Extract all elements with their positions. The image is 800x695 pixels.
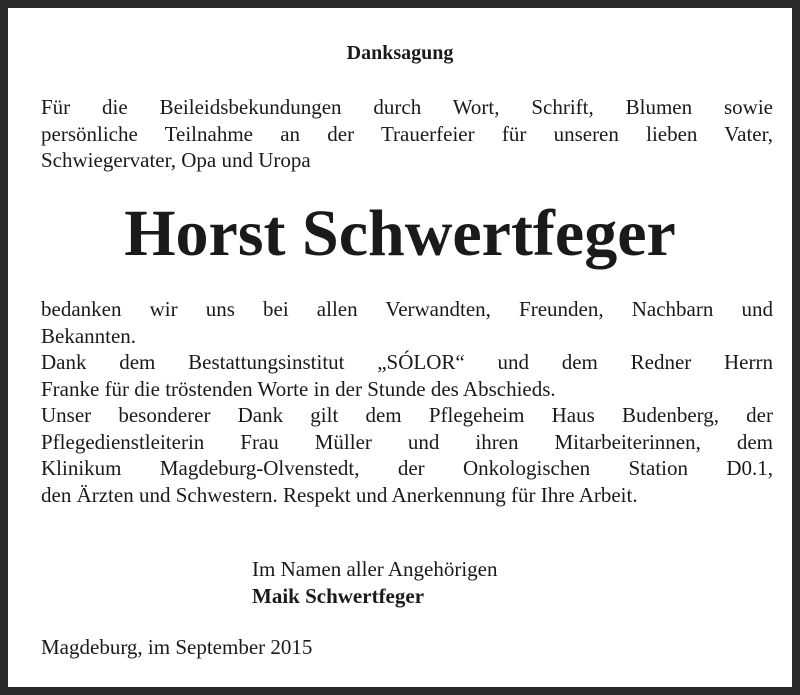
signer-name: Maik Schwertfeger <box>252 584 425 608</box>
notice-heading: Danksagung <box>346 42 454 64</box>
body-line: Pflegedienstleiterin Frau Müller und ihren Mitarbeiterinnen, dem <box>41 429 773 454</box>
intro-line: persönliche Teilnahme an der Trauerfeier für unseren lieben Vater, <box>41 121 773 146</box>
body-line: Franke für die tröstenden Worte in der Stunde des Abschieds. <box>41 376 556 401</box>
intro-line: Für die Beileidsbekundungen durch Wort, Schrift, Blumen sowie <box>41 95 773 119</box>
signature-block <box>252 556 498 610</box>
body-line: Bekannten. <box>41 323 137 348</box>
body-line: Klinikum Magdeburg-Olvenstedt, der Onkologischen Station D0.1, <box>41 456 773 480</box>
body-line: den Ärzten und Schwestern. Respekt und Anerkennung für Ihre Arbeit. <box>41 482 638 507</box>
body-line: bedanken wir uns bei allen Verwandten, Freunden, Nachbarn und <box>41 297 773 321</box>
intro-paragraph <box>41 94 773 174</box>
body-paragraph <box>41 296 773 508</box>
deceased-name: Horst Schwertfeger <box>124 197 676 270</box>
place-date: Magdeburg, im September 2015 <box>41 635 313 659</box>
signature-intro: Im Namen aller Angehörigen <box>252 557 498 581</box>
intro-line: Schwiegervater, Opa und Uropa <box>41 148 311 172</box>
body-line: Dank dem Bestattungsinstitut „SÓLOR“ und dem Redner Herrn <box>41 350 773 374</box>
body-line: Unser besonderer Dank gilt dem Pflegeheim Haus Budenberg, der <box>41 403 773 427</box>
